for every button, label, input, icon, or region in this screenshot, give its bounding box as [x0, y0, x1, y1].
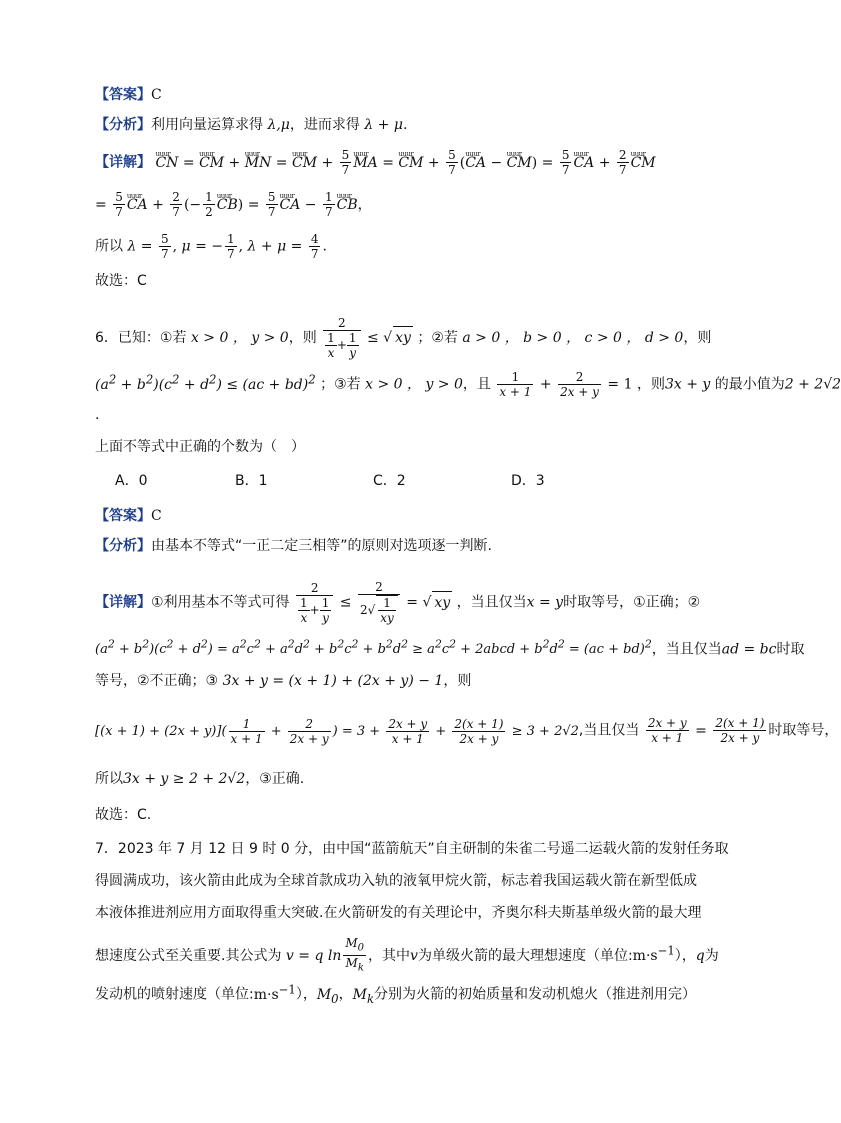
option-a: A．0 [115, 473, 148, 489]
q6-conclusion: 故选：C. [95, 807, 152, 823]
q6-answer-line: 【答案】C [95, 508, 162, 524]
q5-result-line: 所以 λ = $\frac{5}{7}$ , μ = − $\frac{1}{7}$ , λ + μ = $\frac{4}{7}$ . [95, 232, 327, 261]
q7-line-3: 本液体推进剂应用方面取得重大突破.在火箭研发的有关理论中，齐奥尔科夫斯基单级火箭的最大理 [95, 905, 702, 921]
option-d: D．3 [511, 473, 545, 489]
detail-tag: 【详解】 [95, 154, 151, 171]
vector-equation-2: = $\frac{5}{7}$ uuur CA + $\frac{2}{7}$ (− $\frac{1}{2}$ uuur CB) = $\frac{5}{7}$ uuur CA − $\frac{1}{7}$ uuur CB， [95, 197, 372, 213]
q6-options [115, 470, 675, 492]
vector-equation: uuur CN = uuur CM + uuur MN = uuur CM + $\frac{5}{7}$ uuur MA = uuur CM + $\frac{5}{7}$ (uuur CA − uuur CM) = $\frac{5}{7}$ uuur CA + $\frac{2}{7}$ uuur CM [155, 155, 655, 171]
q7-line-2: 得圆满成功，该火箭由此成为全球首款成功入轨的液氧甲烷火箭，标志着我国运载火箭在新型低成 [95, 873, 697, 889]
q6-detail-line-4: [(x + 1) + (2x + y)]( $\frac{1}{x + 1}$ + $\frac{2}{2x + y}$ ) = 3 + $\frac{2x + y}{x + 1}$ + $\frac{2(x + 1)}{2x + y}$ ≥ 3 + 2√2,当且仅当 $\frac{2x + y}{x + 1}$ = $\frac{2(x + 1)}{2x + y}$ 时取等号， [95, 716, 839, 746]
q7-line-5: 发动机的喷射速度（单位$:m\cdot s^{-1}$），$M_0$，$M_k$分别为火箭的初始质量和发动机熄火（推进剂用完） [95, 982, 697, 1006]
q5-detail-line-2 [95, 190, 714, 219]
answer-tag: 【答案】 [95, 87, 151, 103]
q6-analysis-line: 【分析】由基本不等式“一正二定三相等”的原则对选项逐一判断. [95, 538, 492, 554]
option-b: B．1 [235, 473, 268, 489]
q6-detail-line-5: 所以3x + y ≥ 2 + 2√2，③正确. [95, 771, 305, 787]
q6-detail-line-2: $(a^2 + b^2)(c^2 + d^2) = a^2c^2 + a^2d^2 + b^2c^2 + b^2d^2 \ge a^2c^2$ + 2abcd + $b^2d^2 = (ac + bd)^2$，当且仅当ad = bc时取 [95, 638, 805, 658]
q6-stem-line-1: 6．已知：①若 x > 0 ， y > 0，则 2 $\frac{1}{x}$ + $\frac{1}{y}$ ≤ √ xy ；②若 a > 0 ， b > 0 ， c > 0 ， d > 0，则 [95, 316, 712, 360]
q7-line-4: 想速度公式至关重要.其公式为 v = q ln $\frac{M_0}{M_k}$ ，其中v为单级火箭的最大理想速度（单位$:m\cdot s^{-1}$），q为 [95, 936, 719, 974]
option-c: C．2 [373, 473, 406, 489]
q6-detail-line-3: 等号，②不正确；③ 3x + y = (x + 1) + (2x + y) − 1，则 [95, 673, 472, 689]
answer-value: C [151, 87, 162, 103]
q5-conclusion: 故选：C [95, 273, 147, 289]
q6-period: . [95, 407, 100, 423]
analysis-tag: 【分析】 [95, 117, 151, 133]
q5-answer-line [95, 84, 714, 106]
q5-analysis-line: 【分析】利用向量运算求得 λ,μ，进而求得 λ + μ. [95, 117, 408, 133]
q6-detail-line-1: 【详解】①利用基本不等式可得 2 $\frac{1}{x}$ + $\frac{1}{y}$ ≤ 2 2√ $\frac{1}{xy}$ = √ xy ，当且仅当x = y时取等号，①正确；② [95, 580, 701, 625]
q7-line-1: 7．2023 年 7 月 12 日 9 时 0 分，由中国“蓝箭航天”自主研制的朱雀二号遥二运载火箭的发射任务取 [95, 841, 729, 857]
q5-detail-line-1 [95, 148, 714, 177]
q6-stem-line-2: $(a^2 + b^2)(c^2 + d^2) \le (ac + bd)^2$ ；③若 x > 0 ， y > 0，且 $\frac{1}{x + 1}$ + $\frac{2}{2x + y}$ = 1 ，则3x + y 的最小值为2 + 2√2 [95, 370, 841, 400]
q6-question: 上面不等式中正确的个数为（ ） [95, 439, 305, 455]
